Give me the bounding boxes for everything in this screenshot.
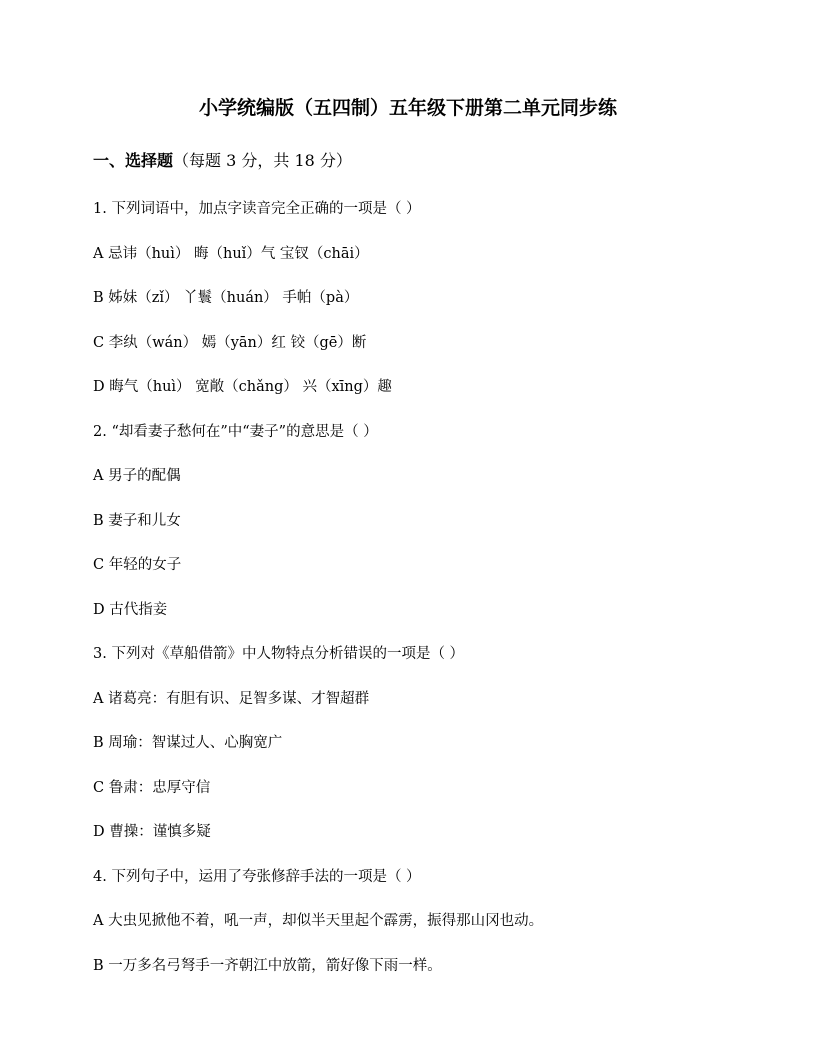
question-list	[93, 196, 793, 997]
question-2-option-d: D 古代指妾	[93, 601, 168, 618]
question-1-option-c: C 李纨（wán） 嫣（yān）红 铰（gē）断	[93, 334, 367, 351]
question-3-option-d: D 曹操：谨慎多疑	[93, 824, 211, 840]
question-3-stem: 3. 下列对《草船借箭》中人物特点分析错误的一项是（ ）	[93, 646, 465, 662]
question-4-stem: 4. 下列句子中，运用了夸张修辞手法的一项是（ ）	[93, 868, 421, 885]
section-label: 一、选择题	[93, 151, 174, 170]
question-2-option-a: A 男子的配偶	[93, 468, 181, 484]
question-1-option-b: B 姊妹（zǐ） 丫鬟（huán） 手帕（pà）	[93, 290, 359, 306]
question-2-option-b: B 妻子和儿女	[93, 512, 181, 529]
document-title: 小学统编版（五四制）五年级下册第二单元同步练	[198, 97, 617, 119]
question-4-option-b: B 一万多名弓弩手一齐朝江中放箭，箭好像下雨一样。	[93, 957, 442, 974]
question-4-option-a: A 大虫见掀他不着，吼一声，却似半天里起个霹雳，振得那山冈也动。	[93, 913, 544, 929]
section-heading	[93, 148, 352, 174]
question-1-stem: 1. 下列词语中，加点字读音完全正确的一项是（ ）	[93, 201, 421, 217]
question-3-option-a: A 诸葛亮：有胆有识、足智多谋、才智超群	[93, 690, 370, 707]
question-3-option-c: C 鲁肃：忠厚守信	[93, 779, 211, 796]
question-2-option-c: C 年轻的女子	[93, 557, 182, 573]
question-1-option-d: D 晦气（huì） 宽敞（chǎng） 兴（xīng）趣	[93, 379, 392, 395]
question-3-option-b: B 周瑜：智谋过人、心胸宽广	[93, 735, 283, 751]
question-2-stem: 2. “却看妻子愁何在”中“妻子”的意思是（ ）	[93, 423, 378, 440]
question-1-option-a: A 忌讳（huì） 晦（huǐ）气 宝钗（chāi）	[93, 245, 369, 262]
section-score-note: （每题 3 分，共 18 分）	[173, 151, 352, 170]
